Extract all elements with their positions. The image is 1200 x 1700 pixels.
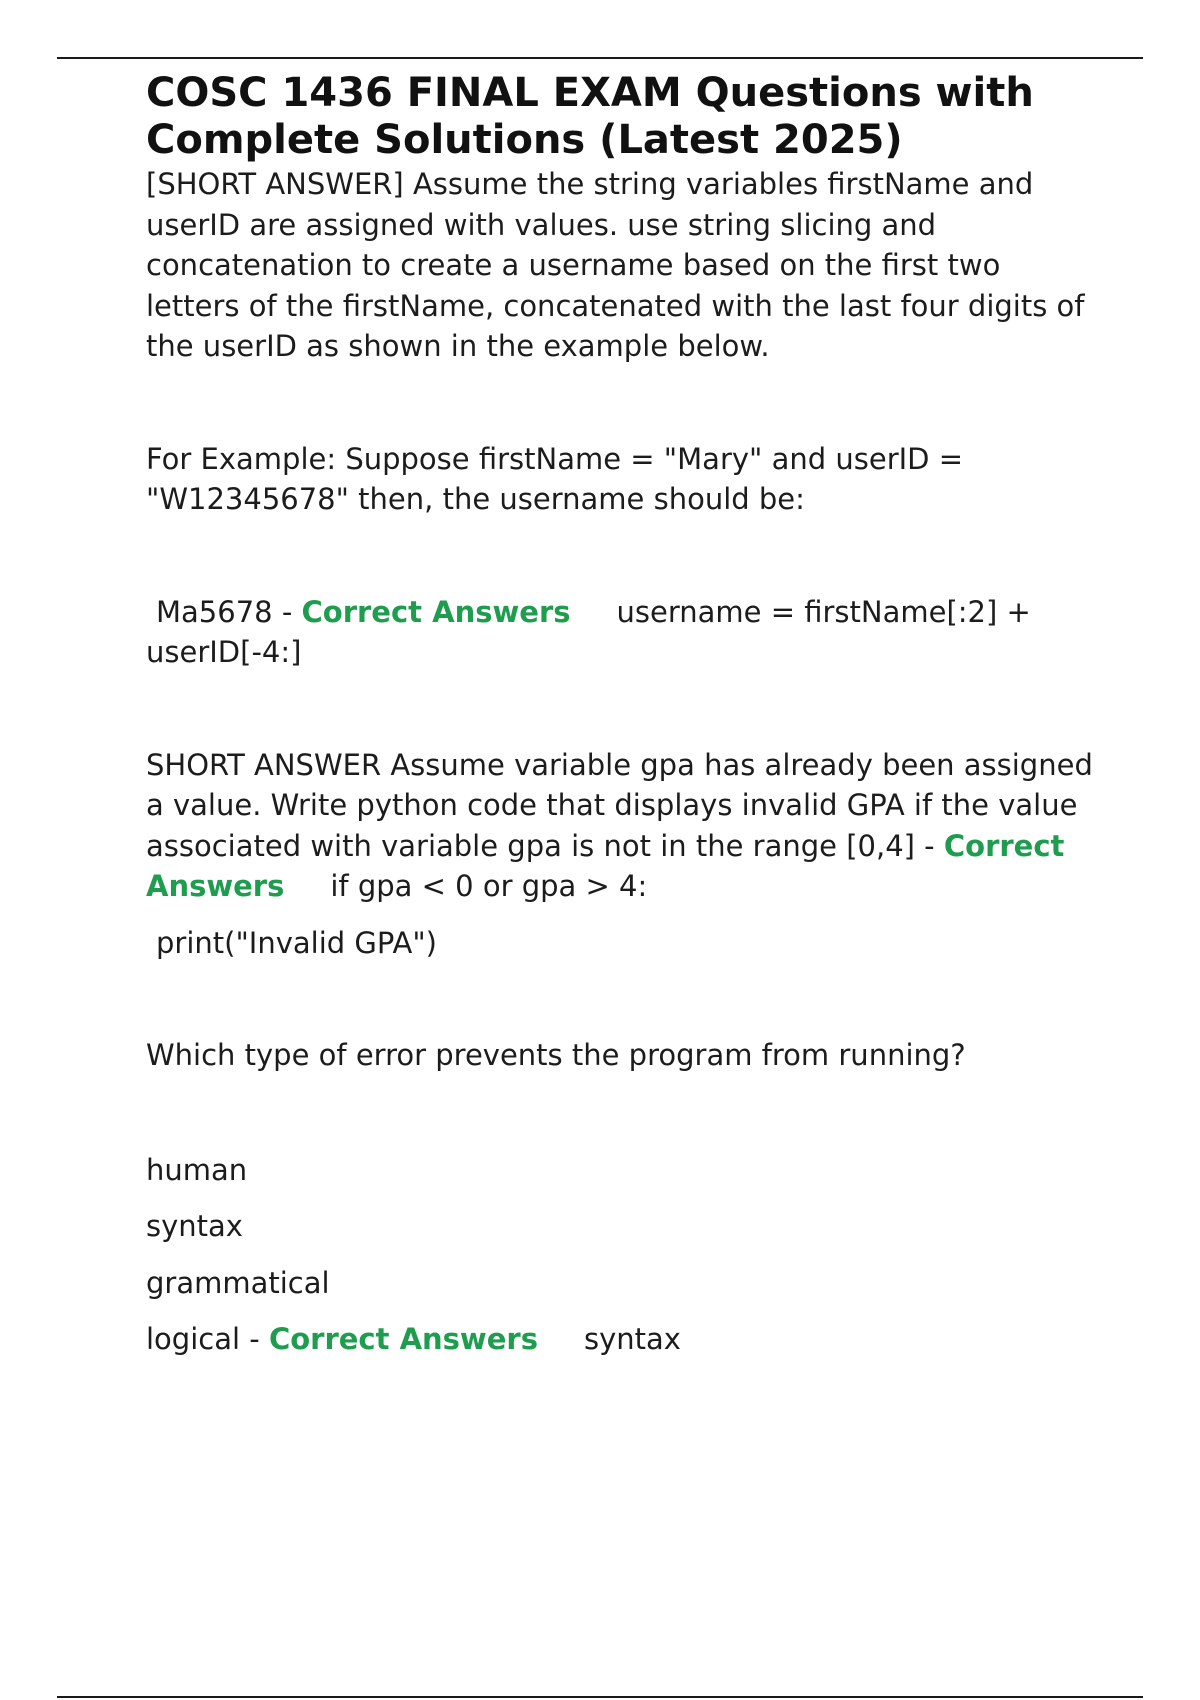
correct-answers-label: Correct Answers (301, 594, 571, 629)
option-human: human (146, 1152, 248, 1187)
question-2-answer-line-2: print("Invalid GPA") (156, 925, 437, 960)
option-grammatical: grammatical (146, 1265, 330, 1300)
answer-prefix: Ma5678 - (156, 594, 302, 629)
question-1-text: [SHORT ANSWER] Assume the string variables firstName and userID are assigned with values. use string slicing and concatenation to create a username based on the first two letters of the firstName, concatenated with the last four digits of the userID as shown in the example below. (146, 167, 1085, 363)
question-3-text: Which type of error prevents the program from running? (146, 1038, 966, 1072)
top-rule (57, 57, 1143, 59)
correct-answers-label: Correct Answers (268, 1322, 538, 1356)
document-body (146, 70, 1096, 1360)
question-2-body: SHORT ANSWER Assume variable gpa has already been assigned a value. Write python code that displays invalid GPA if the value associated with variable gpa is not in the range [0,4] - (146, 747, 1093, 863)
bottom-rule (57, 1696, 1143, 1698)
question-1-example: For Example: Suppose firstName = "Mary" and userID = "W12345678" then, the username should be: (146, 441, 964, 516)
option-logical: logical - (146, 1322, 269, 1356)
correct-answers-label: Correct Answers (146, 828, 1065, 903)
document-title: COSC 1436 FINAL EXAM Questions with Complete Solutions (Latest 2025) (146, 70, 1034, 163)
answer-text: username = firstName[:2] + userID[-4:] (146, 594, 1031, 669)
question-2-text (146, 745, 1096, 907)
option-syntax: syntax (146, 1209, 243, 1243)
answer-text: if gpa < 0 or gpa > 4: (330, 869, 648, 903)
option-logical-answer (146, 1319, 1096, 1360)
answer-text: syntax (583, 1322, 681, 1356)
question-1-answer (146, 592, 1096, 673)
